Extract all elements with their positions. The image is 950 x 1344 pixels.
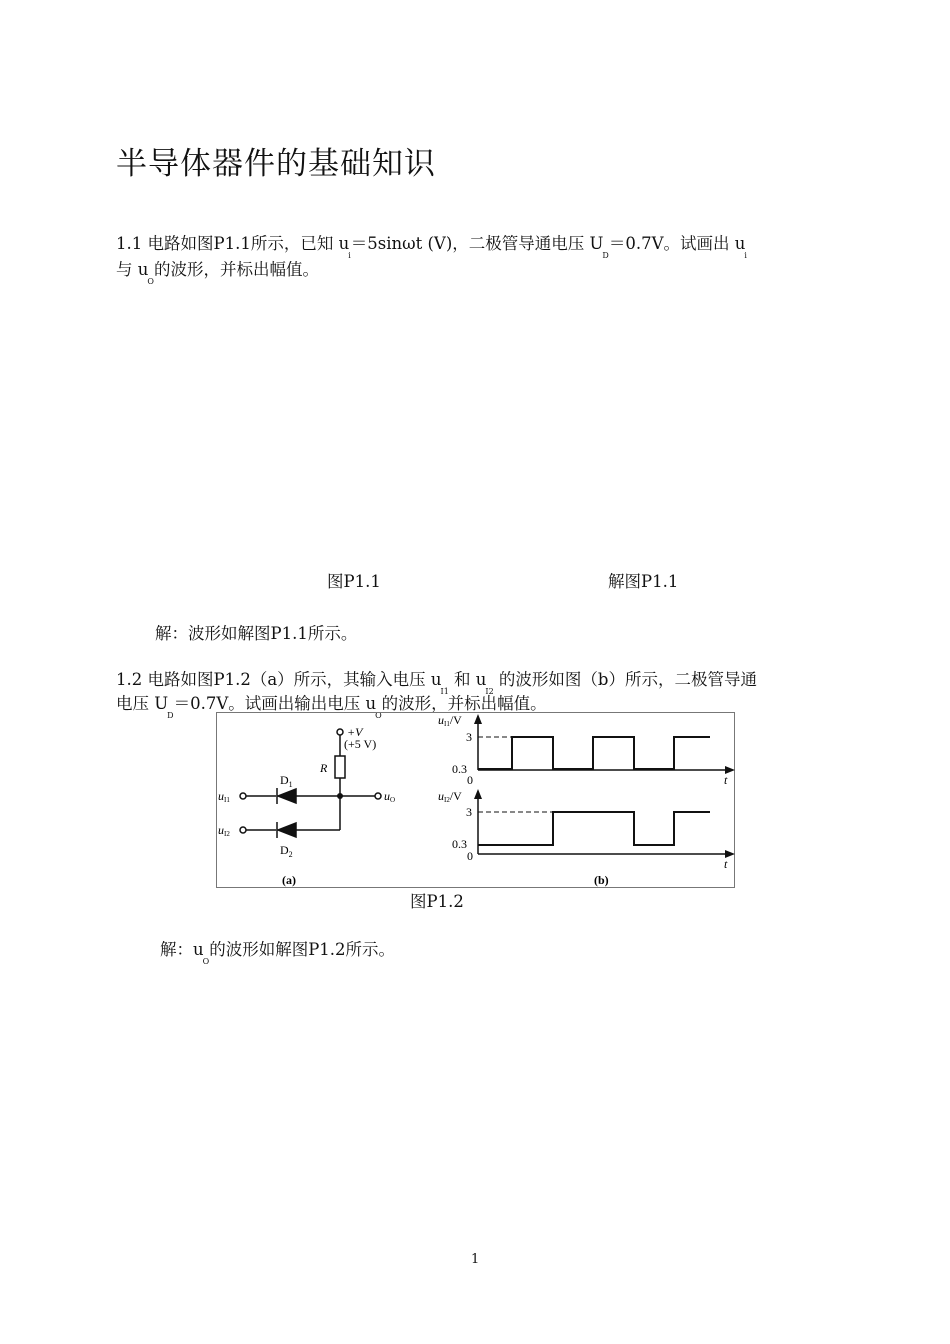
ui1-high-level: 3	[466, 730, 472, 744]
page-number: 1	[471, 1252, 480, 1267]
dashed-levels	[478, 737, 553, 812]
figure-caption-p1-1: 图P1.1	[327, 572, 381, 591]
ui2-low-level: 0.3	[452, 837, 467, 851]
input1-label: uI1	[218, 789, 230, 804]
output-label: uO	[384, 789, 396, 804]
label-b: (b)	[594, 873, 609, 887]
ui2-time-label: t	[724, 857, 728, 871]
q2-line-2: 电压 $U_D=0.7V$。试画出输出电压 $u_O$的波形，并标出幅值。	[116, 694, 547, 720]
supply-label: +V	[347, 725, 363, 739]
waveform-axes	[478, 720, 730, 854]
q2-line-1: 1.2 电路如图P1.2（a）所示，其输入电压 $u_{I1}$ 和 $u_{I2}$ 的波形如图（b）所示，二极管导通	[116, 670, 757, 696]
diode-d2	[277, 822, 296, 838]
q1-answer: 解：波形如解图P1.1所示。	[155, 624, 358, 643]
junction-dot	[337, 793, 343, 799]
ui1-low-level: 0.3	[452, 762, 467, 776]
input2-label: uI2	[218, 823, 230, 838]
ui1-axis-label: uI1/V	[438, 713, 462, 728]
ui2-high-level: 3	[466, 805, 472, 819]
q1-line-1: 1.1 电路如图P1.1所示，已知 $u_i=5\sin\omega t$ (V)，二极管导通电压 $U_D=0.7V$。试画出 $u_i$	[116, 234, 747, 260]
axis-arrows	[474, 714, 735, 858]
supply-value: (+5 V)	[344, 737, 377, 751]
ui1-time-label: t	[724, 773, 728, 787]
waveform-ui2	[478, 812, 710, 845]
label-a: (a)	[282, 873, 296, 887]
ui2-axis-label: uI2/V	[438, 789, 462, 804]
q2-answer: 解：$u_O$的波形如解图P1.2所示。	[160, 940, 396, 966]
d2-label: $D_2$	[280, 843, 293, 859]
q1-line-2: 与 $u_O$的波形，并标出幅值。	[116, 260, 319, 286]
page-title: 半导体器件的基础知识	[116, 146, 436, 182]
waveform-ui1	[478, 737, 710, 769]
ui1-origin: 0	[467, 773, 473, 787]
ui2-origin: 0	[467, 849, 473, 863]
resistor-label: R	[320, 761, 328, 775]
d1-label: $D_1$	[280, 773, 293, 789]
figure-caption-p1-2: 图P1.2	[410, 892, 464, 911]
figure-caption-solution-p1-1: 解图P1.1	[608, 572, 679, 591]
diode-d1	[277, 788, 296, 804]
figure-p1-2	[216, 712, 735, 888]
